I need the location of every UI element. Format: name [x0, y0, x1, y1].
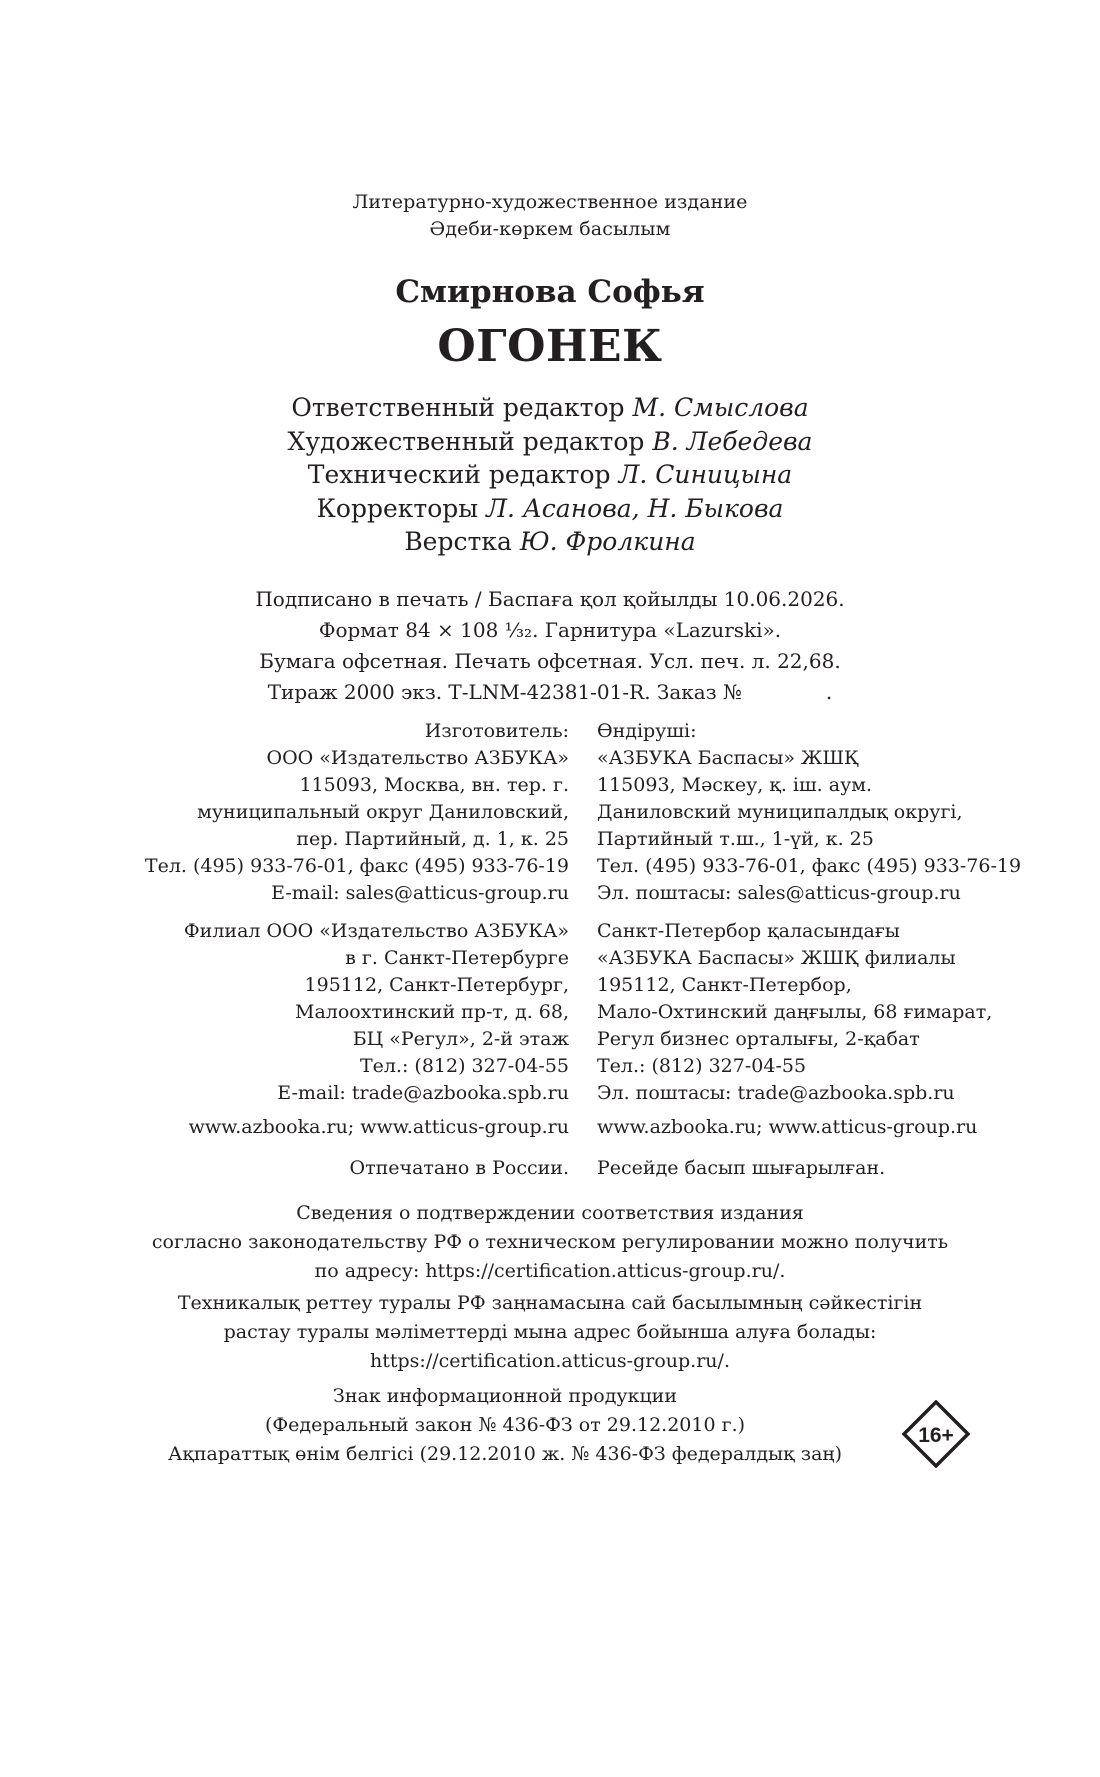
credit-line [0, 525, 1100, 559]
manufacturer-kz [597, 718, 1021, 907]
manufacturer-kz-line: 115093, Мәскеу, қ. іш. аум. [597, 774, 873, 796]
edition-type-kz: Әдеби-көркем басылым [429, 218, 671, 240]
credit-line [0, 391, 1100, 425]
websites-ru[interactable]: www.azbooka.ru; www.atticus-group.ru [188, 1116, 569, 1138]
certification-kz [0, 1289, 1100, 1376]
manufacturer-ru-line: муниципальный округ Даниловский, [197, 801, 569, 823]
credit-line [0, 425, 1100, 459]
branch-ru-line: Малоохтинский пр-т, д. 68, [295, 1001, 569, 1023]
credit-name: М. Смыслова [632, 393, 809, 422]
manufacturer-kz-line: Даниловский муниципалдық округі, [597, 801, 963, 823]
age-rating-diamond-icon [902, 1400, 970, 1468]
print-signed: Подписано в печать / Баспаға қол қойылды 10.06.2026. [255, 587, 845, 611]
credit-name: Л. Асанова, Н. Быкова [486, 493, 784, 523]
branch-ru-line: Филиал ООО «Издательство АЗБУКА» [183, 920, 569, 942]
manufacturer-kz-line: «АЗБУКА Баспасы» ЖШҚ [597, 747, 859, 769]
info-sign-line: Ақпараттық өнім белгісі (29.12.2010 ж. № 436-ФЗ федералдық заң) [167, 1443, 843, 1465]
info-sign-line: (Федеральный закон № 436-ФЗ от 29.12.2010 г.) [264, 1414, 746, 1436]
credit-role: Технический редактор [307, 460, 611, 489]
certification-ru-line: Сведения о подтверждении соответствия издания [296, 1202, 804, 1224]
branch-ru-line: 195112, Санкт-Петербург, [304, 974, 569, 996]
credit-line [0, 458, 1100, 492]
branch-kz [597, 918, 992, 1107]
certification-kz-url[interactable]: https://certification.atticus-group.ru/. [370, 1350, 730, 1372]
manufacturer-kz-line: Партийный т.ш., 1-үй, к. 25 [597, 828, 874, 850]
branch-kz-line: «АЗБУКА Баспасы» ЖШҚ филиалы [597, 947, 956, 969]
branch-ru-line: в г. Санкт-Петербурге [345, 947, 569, 969]
printed-ru: Отпечатано в России. [349, 1157, 569, 1179]
branch-kz-email[interactable]: Эл. поштасы: trade@azbooka.spb.ru [597, 1082, 955, 1104]
print-format: Формат 84 × 108 ¹⁄₃₂. Гарнитура «Lazurski». [318, 618, 782, 642]
manufacturer-ru-line: Тел. (495) 933-76-01, факс (495) 933-76-19 [144, 855, 569, 877]
branch-kz-line: Регул бизнес орталығы, 2-қабат [597, 1028, 920, 1050]
manufacturer-ru-line: ООО «Издательство АЗБУКА» [266, 747, 569, 769]
branch-ru-line: Тел.: (812) 327-04-55 [359, 1055, 569, 1077]
manufacturer-ru-line: пер. Партийный, д. 1, к. 25 [296, 828, 569, 850]
print-run-end: . [825, 680, 833, 704]
credit-name: Ю. Фролкина [519, 527, 696, 556]
manufacturer-ru [145, 718, 569, 907]
print-run-text: Тираж 2000 экз. Т-LNM-42381-01-R. Заказ № [267, 680, 742, 704]
manufacturer-kz-line: Өндіруші: [597, 720, 697, 742]
credit-name: В. Лебедева [652, 426, 813, 456]
branch-ru [184, 918, 569, 1107]
edition-type [0, 189, 1100, 243]
credit-role: Верстка [404, 527, 512, 556]
branch-kz-line: Тел.: (812) 327-04-55 [597, 1055, 807, 1077]
manufacturer-ru-email[interactable]: E-mail: sales@atticus-group.ru [271, 882, 569, 904]
print-info [0, 584, 1100, 708]
certification-ru-line: согласно законодательству РФ о техническом регулировании можно получить [151, 1231, 949, 1253]
book-title: ОГОНЕК [437, 321, 663, 372]
edition-type-ru: Литературно-художественное издание [352, 191, 748, 213]
certification-kz-line: Техникалық реттеу туралы РФ заңнамасына сай басылымның сәйкестігін [177, 1292, 923, 1314]
credit-name: Л. Синицына [618, 460, 793, 489]
credit-role: Ответственный редактор [291, 393, 625, 422]
certification-ru-url[interactable]: по адресу: https://certification.atticus-group.ru/. [314, 1260, 786, 1282]
websites-kz[interactable]: www.azbooka.ru; www.atticus-group.ru [597, 1116, 978, 1138]
credit-role: Художественный редактор [287, 426, 645, 456]
certification-ru [0, 1199, 1100, 1286]
info-sign [0, 1382, 1055, 1469]
author-name: Смирнова Софья [395, 274, 705, 310]
info-sign-line: Знак информационной продукции [332, 1385, 677, 1407]
printed-kz: Ресейде басып шығарылған. [597, 1157, 886, 1179]
manufacturer-ru-line: Изготовитель: [424, 720, 569, 742]
manufacturer-ru-line: 115093, Москва, вн. тер. г. [299, 774, 569, 796]
certification-kz-line: растау туралы мәліметтерді мына адрес бойынша алуға болады: [223, 1321, 877, 1343]
manufacturer-kz-email[interactable]: Эл. поштасы: sales@atticus-group.ru [597, 882, 961, 904]
branch-kz-line: Мало-Охтинский даңғылы, 68 ғимарат, [597, 1001, 993, 1023]
manufacturer-kz-line: Тел. (495) 933-76-01, факс (495) 933-76-19 [597, 855, 1022, 877]
age-rating-text: 16+ [918, 1424, 954, 1447]
print-run [0, 677, 1100, 708]
credit-role: Корректоры [316, 493, 479, 523]
branch-ru-email[interactable]: E-mail: trade@azbooka.spb.ru [277, 1082, 569, 1104]
credits [0, 391, 1100, 559]
age-rating-badge [902, 1400, 970, 1468]
print-paper: Бумага офсетная. Печать офсетная. Усл. печ. л. 22,68. [259, 649, 841, 673]
branch-kz-line: 195112, Санкт-Петербор, [597, 974, 852, 996]
credit-line [0, 492, 1100, 526]
branch-ru-line: БЦ «Регул», 2-й этаж [352, 1028, 569, 1050]
branch-kz-line: Санкт-Петербор қаласындағы [597, 920, 900, 942]
